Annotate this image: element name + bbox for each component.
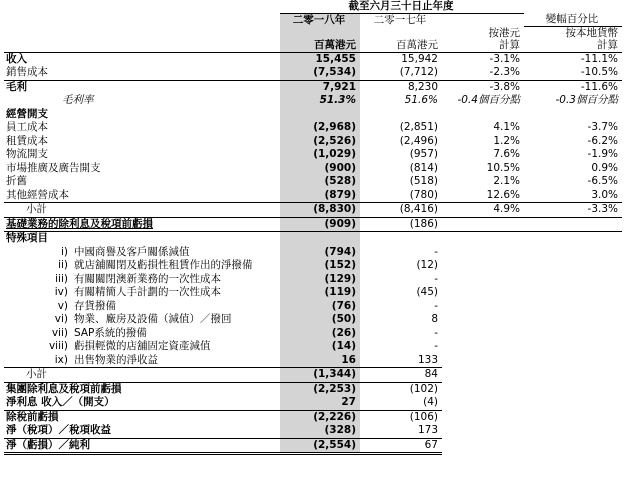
row-revenue xyxy=(4,52,622,66)
value-2017: (518) xyxy=(409,175,438,188)
value-2017: 133 xyxy=(360,354,442,368)
row-label: 虧損輕微的店舖固定資產減值 xyxy=(74,340,211,353)
row-special-item xyxy=(4,273,622,287)
value-2017: - xyxy=(434,245,438,258)
row-depreciation xyxy=(4,175,622,189)
value-2017: (106) xyxy=(409,410,438,423)
item-numeral: vii) xyxy=(51,326,68,339)
row-label: 集團除利息及稅項前虧損 xyxy=(6,382,122,395)
row-label: 物業、廠房及設備（減值）／撥回 xyxy=(74,313,232,326)
value-2018: (328) xyxy=(280,424,360,438)
row-cost-of-sales xyxy=(4,66,622,80)
change-local: -0.3個百分點 xyxy=(555,94,618,107)
row-label: 淨（稅項）／稅項收益 xyxy=(4,424,280,438)
local-basis-line2: 計算 xyxy=(597,39,618,52)
change-local: -6.2% xyxy=(587,134,618,147)
value-2018: 51.3% xyxy=(280,94,360,108)
change-hkd: -3.8% xyxy=(489,80,520,93)
row-label: 其他經營成本 xyxy=(4,189,280,203)
row-logistics xyxy=(4,148,622,162)
section-heading: 經營開支 xyxy=(6,107,48,120)
row-label: 有關關閉澳新業務的一次性成本 xyxy=(74,272,221,285)
item-numeral: viii) xyxy=(48,340,68,353)
value-2017: (102) xyxy=(409,382,438,395)
value-2017: 84 xyxy=(360,368,442,383)
header-row-period xyxy=(4,0,622,13)
change-hkd: -0.4個百分點 xyxy=(457,94,520,107)
header-row-years xyxy=(4,13,622,26)
row-loss-before-tax xyxy=(4,410,622,424)
item-numeral: vi) xyxy=(54,313,68,326)
income-statement-table xyxy=(4,0,622,455)
row-special-items-heading xyxy=(4,232,622,246)
value-2018: (794) xyxy=(280,246,360,260)
hkd-basis-line2: 計算 xyxy=(499,39,520,52)
row-net-interest xyxy=(4,396,622,410)
row-label: 毛利率 xyxy=(62,94,94,107)
local-basis-line1: 按本地貨幣 xyxy=(565,26,618,39)
row-label: 淨（虧損）／純利 xyxy=(4,438,280,454)
value-2018: (879) xyxy=(280,189,360,203)
section-heading: 特殊項目 xyxy=(6,232,48,245)
hkd-basis-line1: 按港元 xyxy=(488,26,520,39)
change-hkd: 10.5% xyxy=(486,161,520,174)
row-label: 銷售成本 xyxy=(4,66,280,80)
row-special-subtotal xyxy=(4,368,622,383)
change-local: -6.5% xyxy=(587,175,618,188)
row-special-item xyxy=(4,354,622,368)
change-hkd: -2.3% xyxy=(442,66,524,80)
row-group-lbit xyxy=(4,382,622,396)
value-2017: - xyxy=(434,299,438,312)
row-net-result xyxy=(4,438,622,454)
row-core-lbit xyxy=(4,217,622,232)
row-special-item xyxy=(4,300,622,314)
unit-2017: 百萬港元 xyxy=(396,39,438,52)
change-local: -3.3% xyxy=(524,203,622,218)
row-label: 出售物業的淨收益 xyxy=(74,353,158,366)
value-2018: (2,526) xyxy=(280,135,360,149)
change-hkd: 1.2% xyxy=(493,134,520,147)
change-hkd: 4.1% xyxy=(493,121,520,134)
row-label: 折舊 xyxy=(6,175,27,188)
value-2017: 8,230 xyxy=(407,80,438,93)
change-local: 3.0% xyxy=(524,189,622,203)
row-label: SAP系統的撥備 xyxy=(74,326,147,339)
period-title: 截至六月三十日止年度 xyxy=(280,0,524,13)
value-2017: (186) xyxy=(360,217,442,232)
value-2018: (76) xyxy=(280,300,360,314)
value-2017: 67 xyxy=(360,438,442,454)
row-label: 中國商譽及客戶關係減值 xyxy=(74,245,190,258)
value-2018: (1,344) xyxy=(280,368,360,383)
row-special-item xyxy=(4,340,622,354)
value-2017: (957) xyxy=(409,148,438,161)
row-marketing xyxy=(4,162,622,176)
row-special-item xyxy=(4,246,622,260)
change-local: -1.9% xyxy=(587,148,618,161)
value-2017: (4) xyxy=(360,396,442,410)
value-2017: (7,712) xyxy=(360,66,442,80)
row-gross-margin xyxy=(4,94,622,108)
row-label: 收入 xyxy=(4,52,280,66)
value-2018: (50) xyxy=(280,313,360,327)
row-rental-cost xyxy=(4,135,622,149)
change-hkd: 12.6% xyxy=(442,189,524,203)
row-label: 除稅前虧損 xyxy=(6,410,59,423)
value-2017: - xyxy=(434,272,438,285)
change-hkd: 4.9% xyxy=(442,203,524,218)
item-numeral: i) xyxy=(60,245,68,258)
value-2017: (12) xyxy=(416,259,438,272)
change-hkd: -3.1% xyxy=(442,52,524,66)
row-special-item xyxy=(4,327,622,341)
change-hkd: 7.6% xyxy=(493,148,520,161)
row-special-item xyxy=(4,286,622,300)
row-staff-cost xyxy=(4,121,622,135)
header-row-basis-1 xyxy=(4,26,622,39)
value-2018: (152) xyxy=(280,259,360,273)
change-local: 0.9% xyxy=(591,161,618,174)
value-2017: (45) xyxy=(416,286,438,299)
value-2018: (14) xyxy=(280,340,360,354)
change-title: 變幅百分比 xyxy=(524,13,622,26)
value-2018: (900) xyxy=(280,162,360,176)
value-2017: (780) xyxy=(360,189,442,203)
value-2018: 7,921 xyxy=(280,80,360,94)
row-label: 小計 xyxy=(4,203,280,218)
value-2018: (8,830) xyxy=(280,203,360,218)
row-label: 市場推廣及廣告開支 xyxy=(6,161,101,174)
value-2017: (2,851) xyxy=(399,121,438,134)
value-2018: 16 xyxy=(280,354,360,368)
value-2017: (8,416) xyxy=(360,203,442,218)
item-numeral: ix) xyxy=(54,353,68,366)
header-row-basis-2 xyxy=(4,39,622,52)
row-other-opex xyxy=(4,189,622,203)
value-2018: (909) xyxy=(280,217,360,232)
change-hkd: 2.1% xyxy=(493,175,520,188)
value-2017: - xyxy=(434,326,438,339)
value-2018: (2,226) xyxy=(280,410,360,424)
financial-statement xyxy=(4,0,622,455)
change-local: -3.7% xyxy=(587,121,618,134)
value-2017: 8 xyxy=(431,313,438,326)
row-tax xyxy=(4,424,622,438)
value-2017: (2,496) xyxy=(399,134,438,147)
value-2018: 15,455 xyxy=(280,52,360,66)
value-2018: (2,253) xyxy=(280,382,360,396)
value-2017: 51.6% xyxy=(404,94,438,107)
row-label: 有關精簡人手計劃的一次性成本 xyxy=(74,286,221,299)
value-2018: (119) xyxy=(280,286,360,300)
row-opex-subtotal xyxy=(4,203,622,218)
row-label: 物流開支 xyxy=(6,148,48,161)
row-special-item xyxy=(4,259,622,273)
row-label: 基礎業務的除利息及稅項前虧損 xyxy=(4,217,280,232)
row-label: 員工成本 xyxy=(6,121,48,134)
value-2018: (528) xyxy=(280,175,360,189)
item-numeral: iv) xyxy=(54,286,68,299)
unit-2018: 百萬港元 xyxy=(280,39,360,52)
value-2017: (814) xyxy=(409,161,438,174)
row-label: 毛利 xyxy=(6,80,27,93)
value-2018: 27 xyxy=(280,396,360,410)
year-2017-header: 二零一七年 xyxy=(373,13,427,26)
row-label: 小計 xyxy=(4,368,280,383)
item-numeral: iii) xyxy=(55,272,68,285)
value-2017: 15,942 xyxy=(360,52,442,66)
row-label: 存貨撥備 xyxy=(74,299,116,312)
value-2018: (129) xyxy=(280,273,360,287)
row-opex-heading xyxy=(4,108,622,122)
value-2018: (7,534) xyxy=(280,66,360,80)
row-label: 淨利息 收入／（開支） xyxy=(4,396,280,410)
item-numeral: ii) xyxy=(58,259,68,272)
value-2017: 173 xyxy=(360,424,442,438)
value-2018: (2,554) xyxy=(280,438,360,454)
change-local: -11.6% xyxy=(580,80,618,93)
row-label: 就店舖關閉及虧損性租賃作出的淨撥備 xyxy=(74,259,253,272)
value-2017: - xyxy=(434,340,438,353)
row-special-item xyxy=(4,313,622,327)
value-2018: (2,968) xyxy=(280,121,360,135)
row-gross-profit xyxy=(4,80,622,94)
value-2018: (1,029) xyxy=(280,148,360,162)
row-label: 租賃成本 xyxy=(6,134,48,147)
year-2018-header: 二零一八年 xyxy=(280,13,360,26)
item-numeral: v) xyxy=(57,299,68,312)
change-local: -11.1% xyxy=(524,52,622,66)
change-local: -10.5% xyxy=(524,66,622,80)
value-2018: (26) xyxy=(280,327,360,341)
